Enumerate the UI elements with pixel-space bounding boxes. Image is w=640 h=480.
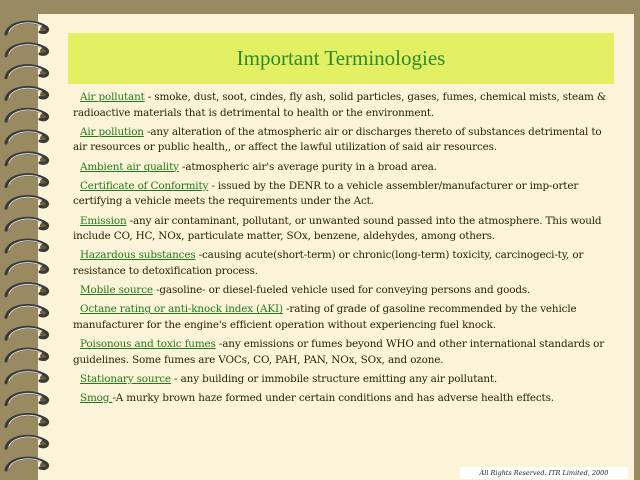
spiral-ring bbox=[6, 240, 48, 252]
terminology-list bbox=[73, 90, 609, 410]
spiral-ring bbox=[6, 458, 48, 470]
term-entry bbox=[73, 302, 609, 333]
spiral-ring bbox=[6, 327, 48, 339]
term-name: Hazardous substances bbox=[80, 249, 196, 262]
spiral-ring bbox=[6, 371, 48, 383]
term-entry bbox=[73, 90, 609, 121]
term-name: Poisonous and toxic fumes bbox=[80, 338, 216, 351]
term-name: Air pollutant bbox=[80, 91, 145, 103]
spiral-binding bbox=[2, 14, 58, 480]
term-definition: -gasoline- or diesel-fueled vehicle used for conveying persons and goods. bbox=[152, 284, 531, 297]
term-name: Emission bbox=[80, 214, 127, 227]
term-entry bbox=[73, 391, 609, 407]
term-name: Octane rating or anti-knock index (AKI) bbox=[80, 303, 283, 316]
spiral-ring bbox=[6, 305, 48, 317]
term-name: Smog bbox=[80, 392, 113, 405]
spiral-ring bbox=[6, 87, 48, 99]
term-name: Mobile source bbox=[80, 284, 153, 297]
term-definition: -atmospheric air's average purity in a broad area. bbox=[178, 160, 437, 173]
term-entry bbox=[73, 283, 609, 299]
term-name: Air pollution bbox=[80, 125, 144, 138]
spiral-ring bbox=[6, 436, 48, 448]
term-entry bbox=[73, 179, 609, 210]
spiral-ring bbox=[6, 262, 48, 274]
term-entry bbox=[73, 248, 609, 279]
term-definition: -any emissions or fumes beyond WHO and other international standards or guidelines. Some fumes are VOCs, CO, PAH, PAN, NOx, SOx, and ozone. bbox=[73, 338, 605, 366]
spiral-ring bbox=[6, 66, 48, 78]
title-bar bbox=[68, 33, 614, 84]
page-title: Important Terminologies bbox=[236, 46, 446, 70]
term-name: Stationary source bbox=[80, 372, 171, 385]
term-definition: - any building or immobile structure emitting any air pollutant. bbox=[170, 372, 498, 385]
spiral-ring bbox=[6, 414, 48, 426]
term-definition: - issued by the DENR to a vehicle assembler/manufacturer or imp-orter certifying a vehicle meets the requirements under the Act. bbox=[73, 179, 579, 208]
spiral-ring bbox=[6, 196, 48, 208]
term-definition: -rating of grade of gasoline recommended by the vehicle manufacturer for the engine's efficient operation without experiencing fuel knock. bbox=[73, 303, 577, 331]
term-definition: -A murky brown haze formed under certain conditions and has adverse health effects. bbox=[112, 392, 554, 405]
spiral-ring bbox=[6, 44, 48, 56]
term-definition: -any alteration of the atmospheric air or discharges thereto of substances detrimental to air resources or public health,, or affect the lawful utilization of said air resources. bbox=[73, 125, 602, 154]
term-entry bbox=[73, 337, 609, 368]
spiral-ring bbox=[6, 218, 48, 230]
term-entry bbox=[73, 214, 609, 245]
term-entry bbox=[73, 160, 609, 176]
term-definition: -causing acute(short-term) or chronic(long-term) toxicity, carcinogeci-ty, or resistance to detoxification process. bbox=[73, 249, 584, 277]
spiral-ring bbox=[6, 22, 48, 34]
term-definition: - smoke, dust, soot, cindes, fly ash, solid particles, gases, fumes, chemical mists, steam & radioactive materials that is detrimental to health or the environment. bbox=[73, 91, 606, 119]
term-entry bbox=[73, 125, 609, 156]
term-entry bbox=[73, 372, 609, 388]
spiral-ring bbox=[6, 109, 48, 121]
term-name: Ambient air quality bbox=[80, 160, 179, 173]
spiral-ring bbox=[6, 153, 48, 165]
spiral-ring bbox=[6, 349, 48, 361]
copyright-footer: All Rights Reserved. ITR Limited, 2000 bbox=[460, 467, 628, 479]
spiral-ring bbox=[6, 131, 48, 143]
term-definition: -any air contaminant, pollutant, or unwanted sound passed into the atmosphere. This would include CO, HC, NOx, particulate matter, SOx, benzene, aldehydes, among others. bbox=[73, 214, 602, 243]
spiral-ring bbox=[6, 175, 48, 187]
spiral-ring bbox=[6, 284, 48, 296]
spiral-ring bbox=[6, 393, 48, 405]
term-name: Certificate of Conformity bbox=[80, 179, 209, 192]
